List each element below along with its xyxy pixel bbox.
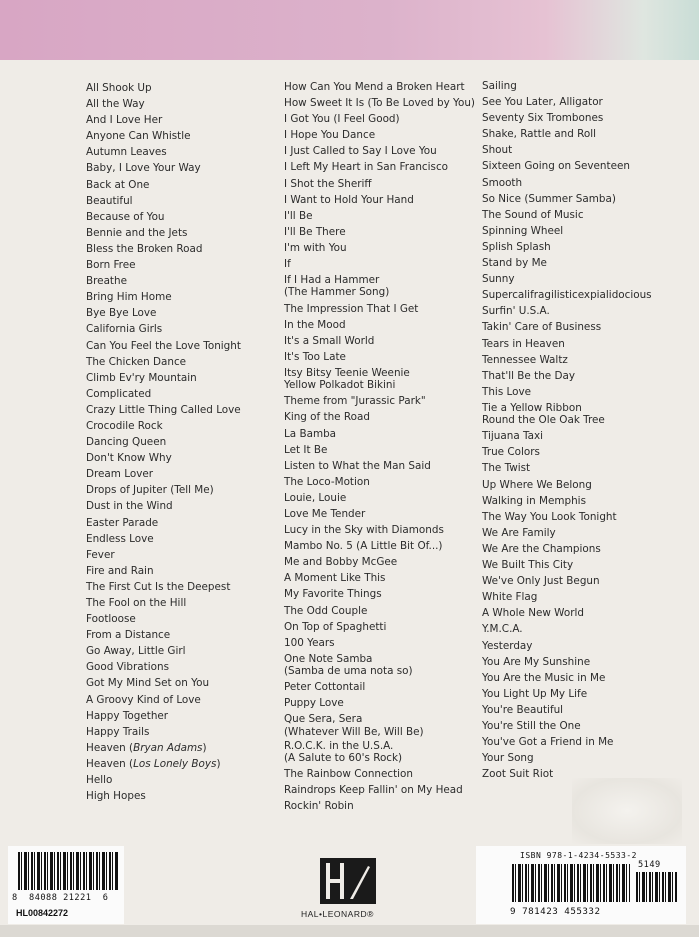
song-title	[482, 654, 652, 670]
song-title-text: 100 Years	[284, 636, 335, 649]
song-title-text: Puppy Love	[284, 697, 344, 710]
song-title	[86, 289, 241, 305]
song-title-text: Back at One	[86, 178, 150, 191]
song-title-text: Hello	[86, 774, 113, 787]
song-title-text: Spinning Wheel	[482, 224, 564, 237]
song-title	[86, 225, 241, 241]
isbn-label	[476, 846, 686, 924]
song-title	[482, 750, 652, 766]
song-title	[482, 402, 652, 426]
song-list-column-3	[482, 78, 652, 782]
song-title	[482, 670, 652, 686]
song-title	[284, 538, 475, 554]
song-title	[86, 80, 241, 96]
song-title	[284, 95, 475, 111]
song-title	[86, 386, 241, 402]
song-title	[482, 621, 652, 637]
song-title-text: You've Got a Friend in Me	[482, 736, 614, 749]
song-title	[86, 321, 241, 337]
cover-color-band	[0, 0, 699, 62]
song-title	[86, 708, 241, 724]
song-title-text: From a Distance	[86, 629, 171, 642]
song-title-text: How Sweet It Is (To Be Loved by You)	[284, 97, 475, 110]
song-title	[284, 766, 475, 782]
song-title	[284, 224, 475, 240]
song-title-text: Got My Mind Set on You	[86, 677, 210, 690]
song-title	[86, 370, 241, 386]
song-title-text: One Note Samba (Samba de uma nota so)	[284, 652, 413, 678]
song-title-text: On Top of Spaghetti	[284, 620, 387, 633]
song-title-text: Takin' Care of Business	[482, 321, 602, 334]
song-title-text: California Girls	[86, 323, 163, 336]
song-title	[284, 426, 475, 442]
song-title-text: Tie a Yellow Ribbon Round the Ole Oak Tree	[482, 401, 605, 427]
song-title	[86, 241, 241, 257]
song-title	[284, 333, 475, 349]
song-title-text: The Loco-Motion	[284, 475, 370, 488]
song-title-text: The Twist	[482, 462, 531, 475]
song-title-text: Crocodile Rock	[86, 419, 163, 432]
song-title	[482, 142, 652, 158]
song-title	[284, 458, 475, 474]
song-title	[284, 143, 475, 159]
song-title-text: I Shot the Sheriff	[284, 177, 372, 190]
song-title-text: The Fool on the Hill	[86, 597, 187, 609]
song-title-text: Y.M.C.A.	[482, 623, 523, 636]
song-title-text: Rockin' Robin	[284, 800, 354, 813]
song-title-text: In the Mood	[284, 318, 346, 331]
song-title	[284, 111, 475, 127]
song-title	[284, 301, 475, 317]
song-title-text: You Are the Music in Me	[482, 671, 606, 684]
song-title-text: True Colors	[482, 446, 540, 459]
song-title	[86, 515, 241, 531]
song-title	[86, 547, 241, 563]
song-title-text: Fever	[86, 548, 115, 561]
song-title-text: That'll Be the Day	[482, 369, 576, 382]
song-title-text: Climb Ev'ry Mountain	[86, 371, 197, 384]
song-title-text: A Whole New World	[482, 607, 584, 620]
song-title	[86, 482, 241, 498]
song-title-text: Beautiful	[86, 194, 133, 207]
song-title-text: Happy Trails	[86, 725, 150, 738]
song-title	[482, 525, 652, 541]
song-title	[482, 444, 652, 460]
song-title	[284, 409, 475, 425]
song-title-text: It's a Small World	[284, 334, 375, 347]
song-title	[284, 208, 475, 224]
song-title-text: Heaven	[86, 741, 126, 754]
song-title-text: The Odd Couple	[284, 604, 368, 617]
song-title	[284, 522, 475, 538]
song-title-text: Yesterday	[482, 639, 533, 652]
song-title: Heaven (Los Lonely Boys)	[86, 757, 221, 770]
song-title-text: I Got You (I Feel Good)	[284, 113, 400, 126]
song-title-text: Easter Parade	[86, 516, 159, 529]
song-title	[482, 477, 652, 493]
song-title	[284, 554, 475, 570]
song-title-text: Don't Know Why	[86, 452, 172, 465]
song-title-text: I Hope You Dance	[284, 129, 376, 142]
song-title	[482, 239, 652, 255]
song-title	[284, 176, 475, 192]
song-title	[482, 175, 652, 191]
song-title-text: White Flag	[482, 591, 538, 604]
song-title-text: Good Vibrations	[86, 661, 169, 674]
song-title-text: A Groovy Kind of Love	[86, 693, 201, 706]
song-title-text: Stand by Me	[482, 257, 547, 270]
song-title	[86, 305, 241, 321]
song-title-text: You're Beautiful	[482, 703, 564, 716]
song-title-text: Louie, Louie	[284, 491, 347, 504]
song-title	[482, 271, 652, 287]
song-title-text: We've Only Just Begun	[482, 575, 600, 588]
song-title	[284, 653, 475, 677]
song-title-text: Listen to What the Man Said	[284, 459, 431, 472]
song-title-text: All the Way	[86, 98, 145, 111]
ean-number: 9 781423 455332	[510, 906, 601, 917]
worn-patch	[572, 778, 682, 844]
song-title	[86, 627, 241, 643]
song-title	[284, 695, 475, 711]
song-title	[482, 509, 652, 525]
song-title-text: You Light Up My Life	[482, 687, 588, 700]
song-title-text: Itsy Bitsy Teenie Weenie Yellow Polkadot Bikini	[284, 366, 410, 392]
song-title	[86, 772, 241, 788]
publisher-name: HAL•LEONARD®	[301, 909, 374, 919]
song-title	[86, 160, 241, 176]
upc-label	[8, 846, 124, 924]
song-title-text: If I Had a Hammer (The Hammer Song)	[284, 274, 390, 299]
song-title-text: Up Where We Belong	[482, 478, 592, 491]
song-title	[482, 78, 652, 94]
song-title	[86, 144, 241, 160]
song-title-text: The Chicken Dance	[86, 355, 187, 368]
song-title	[482, 384, 652, 400]
song-title-text: Raindrops Keep Fallin' on My Head	[284, 784, 463, 797]
song-title	[284, 782, 475, 798]
song-title-text: Tears in Heaven	[482, 337, 565, 350]
song-artist-note: Los Lonely Boys	[133, 757, 217, 770]
song-title-text: Dancing Queen	[86, 436, 167, 449]
song-title	[284, 159, 475, 175]
song-title	[86, 643, 241, 659]
song-title	[284, 393, 475, 409]
song-title-text: Dream Lover	[86, 468, 154, 481]
song-title-text: I'll Be	[284, 209, 313, 222]
song-title	[86, 354, 241, 370]
song-title-text: Bring Him Home	[86, 291, 172, 304]
bottom-edge	[0, 925, 699, 937]
song-title-text: Your Song	[482, 752, 534, 765]
song-title-text: Complicated	[86, 387, 152, 400]
song-title	[284, 240, 475, 256]
song-title-text: This Love	[482, 385, 532, 398]
song-title	[86, 692, 241, 708]
hal-leonard-logo-icon	[320, 858, 376, 904]
song-title	[86, 273, 241, 289]
isbn-number: ISBN 978-1-4234-5533-2	[520, 851, 637, 860]
song-title-text: Because of You	[86, 210, 165, 223]
song-title	[86, 450, 241, 466]
song-list-column-1	[86, 80, 241, 804]
song-title-text: Walking in Memphis	[482, 494, 586, 507]
song-title-text: See You Later, Alligator	[482, 96, 603, 109]
song-title	[86, 788, 241, 804]
song-title-text: My Favorite Things	[284, 588, 382, 601]
song-title	[284, 79, 475, 95]
song-title-text: Breathe	[86, 275, 127, 288]
song-title	[482, 191, 652, 207]
song-title-text: High Hopes	[86, 790, 146, 803]
song-title-text: I'm with You	[284, 241, 347, 254]
song-title-text: Tijuana Taxi	[482, 430, 544, 443]
song-title	[284, 798, 475, 814]
song-title-text: Happy Together	[86, 709, 169, 722]
song-title-text: Go Away, Little Girl	[86, 645, 186, 658]
song-title	[86, 659, 241, 675]
song-title	[284, 442, 475, 458]
song-title	[284, 619, 475, 635]
song-title-text: The Way You Look Tonight	[482, 510, 617, 523]
song-title-text: Anyone Can Whistle	[86, 130, 191, 143]
song-title-text: The Sound of Music	[482, 208, 584, 221]
song-title	[86, 112, 241, 128]
catalog-number: HL00842272	[16, 908, 69, 918]
song-title-text: Dust in the Wind	[86, 500, 173, 513]
song-title-text: You're Still the One	[482, 719, 581, 732]
song-title-text: Born Free	[86, 259, 136, 272]
song-title-text: Sixteen Going on Seventeen	[482, 160, 630, 173]
song-title-text: It's Too Late	[284, 350, 346, 363]
song-title	[284, 740, 475, 764]
song-title-text: Theme from "Jurassic Park"	[284, 395, 426, 408]
isbn-addon-barcode	[636, 872, 678, 902]
song-title	[86, 257, 241, 273]
song-title	[86, 498, 241, 514]
song-title	[482, 493, 652, 509]
song-title	[482, 638, 652, 654]
song-title	[482, 110, 652, 126]
song-title	[482, 207, 652, 223]
song-title-text: Zoot Suit Riot	[482, 768, 554, 781]
song-title-text: Mambo No. 5 (A Little Bit Of...)	[284, 540, 443, 553]
song-title-text: King of the Road	[284, 411, 370, 424]
song-title	[284, 349, 475, 365]
song-title-text: The Rainbow Connection	[284, 768, 414, 781]
song-title	[482, 368, 652, 384]
upc-number: 8 84088 21221 6	[12, 893, 109, 903]
song-title-text: I Want to Hold Your Hand	[284, 193, 414, 206]
song-title	[86, 128, 241, 144]
song-title-text: R.O.C.K. in the U.S.A. (A Salute to 60's Rock)	[284, 739, 403, 765]
song-title	[284, 586, 475, 602]
song-title	[482, 702, 652, 718]
isbn-barcode	[512, 864, 630, 902]
song-title	[284, 474, 475, 490]
song-title-text: Let It Be	[284, 443, 328, 456]
song-title	[86, 466, 241, 482]
song-title-text: How Can You Mend a Broken Heart	[284, 81, 465, 93]
song-title	[86, 579, 241, 595]
song-title	[482, 541, 652, 557]
song-title-text: I'll Be There	[284, 225, 346, 238]
song-title	[86, 338, 241, 354]
upc-barcode	[18, 852, 118, 890]
song-list-column-2	[284, 79, 475, 815]
song-title	[86, 177, 241, 193]
song-title-text: Can You Feel the Love Tonight	[86, 339, 241, 352]
song-title-text: La Bamba	[284, 427, 337, 440]
song-title	[482, 573, 652, 589]
song-title	[482, 303, 652, 319]
song-title-text: Autumn Leaves	[86, 146, 167, 159]
song-title	[284, 506, 475, 522]
song-title	[86, 402, 241, 418]
song-title-text: The First Cut Is the Deepest	[86, 580, 231, 593]
song-title-text: Baby, I Love Your Way	[86, 162, 201, 175]
song-title-text: The Impression That I Get	[284, 302, 419, 315]
song-title-text: Bless the Broken Road	[86, 242, 203, 255]
song-title-text: Sunny	[482, 273, 515, 286]
song-title	[482, 94, 652, 110]
isbn-addon-number: 5149	[638, 860, 661, 870]
song-title-text: Tennessee Waltz	[482, 353, 568, 366]
song-title-text: Shout	[482, 144, 513, 157]
song-title-text: You Are My Sunshine	[482, 655, 591, 668]
song-title	[284, 274, 475, 298]
song-title	[284, 635, 475, 651]
song-title-text: Heaven	[86, 757, 126, 770]
song-title-text: Me and Bobby McGee	[284, 556, 398, 569]
song-title	[86, 595, 241, 611]
song-title	[86, 563, 241, 579]
song-title-text: I Just Called to Say I Love You	[284, 145, 437, 158]
song-title	[86, 611, 241, 627]
song-title	[482, 605, 652, 621]
song-title-text: Shake, Rattle and Roll	[482, 128, 597, 141]
song-title	[482, 460, 652, 476]
song-title	[86, 675, 241, 691]
song-title	[284, 570, 475, 586]
song-title	[284, 713, 475, 737]
song-title	[482, 589, 652, 605]
song-title-text: If	[284, 258, 291, 271]
song-title	[86, 531, 241, 547]
song-title	[482, 255, 652, 271]
song-title-text: We Are the Champions	[482, 542, 601, 555]
song-title-text: Sailing	[482, 80, 517, 92]
song-title-text: Drops of Jupiter (Tell Me)	[86, 484, 214, 497]
song-title	[86, 193, 241, 209]
song-title-text: Fire and Rain	[86, 564, 154, 577]
song-title	[284, 367, 475, 391]
song-title	[284, 317, 475, 333]
song-title	[284, 490, 475, 506]
song-title-text: All Shook Up	[86, 82, 152, 94]
song-title	[284, 192, 475, 208]
song-title	[482, 287, 652, 303]
song-title-text: And I Love Her	[86, 114, 163, 127]
song-title-text: Bye Bye Love	[86, 307, 157, 320]
song-title	[284, 603, 475, 619]
song-title	[86, 96, 241, 112]
song-title	[86, 209, 241, 225]
song-title-text: Surfin' U.S.A.	[482, 305, 550, 318]
song-title	[482, 428, 652, 444]
song-title	[482, 319, 652, 335]
song-title	[482, 686, 652, 702]
song-title	[86, 418, 241, 434]
song-title	[482, 126, 652, 142]
song-title	[482, 734, 652, 750]
song-title-text: Splish Splash	[482, 240, 551, 253]
song-title-text: I Left My Heart in San Francisco	[284, 161, 449, 174]
song-title-text: Endless Love	[86, 532, 154, 545]
song-title-text: Seventy Six Trombones	[482, 112, 604, 125]
song-title-text: Peter Cottontail	[284, 681, 366, 694]
song-title	[482, 557, 652, 573]
song-title	[86, 434, 241, 450]
song-artist-note: Bryan Adams	[133, 741, 203, 754]
song-title	[86, 724, 241, 740]
song-title-text: Love Me Tender	[284, 507, 366, 520]
song-title	[482, 158, 652, 174]
song-title	[482, 352, 652, 368]
song-title-text: Que Sera, Sera (Whatever Will Be, Will Be)	[284, 713, 424, 738]
song-title-text: Lucy in the Sky with Diamonds	[284, 524, 444, 537]
song-title	[284, 256, 475, 272]
song-title: Heaven (Bryan Adams)	[86, 741, 207, 754]
song-title-text: We Built This City	[482, 559, 574, 572]
song-title	[482, 223, 652, 239]
song-title	[284, 127, 475, 143]
song-title-text: We Are Family	[482, 526, 556, 539]
song-title	[482, 336, 652, 352]
song-title	[482, 718, 652, 734]
song-title-text: Bennie and the Jets	[86, 226, 188, 239]
song-title-text: Smooth	[482, 176, 523, 189]
song-title-text: Crazy Little Thing Called Love	[86, 403, 241, 416]
song-title-text: Supercalifragilisticexpialidocious	[482, 289, 652, 302]
song-title-text: A Moment Like This	[284, 572, 386, 585]
song-title-text: Footloose	[86, 613, 136, 626]
song-title	[284, 679, 475, 695]
song-title-text: So Nice (Summer Samba)	[482, 192, 616, 205]
